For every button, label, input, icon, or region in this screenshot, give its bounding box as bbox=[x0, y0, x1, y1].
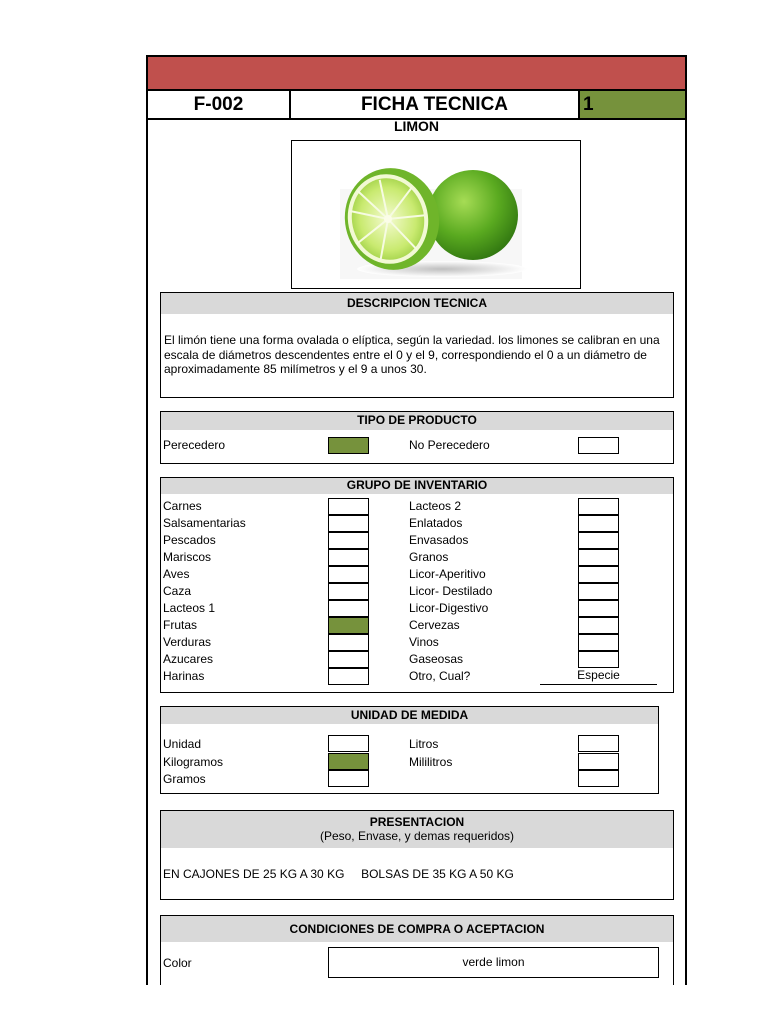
grupo-title: GRUPO DE INVENTARIO bbox=[161, 478, 673, 494]
grupo-checkbox-enlatados[interactable] bbox=[578, 515, 619, 532]
grupo-item-gaseosas: Gaseosas bbox=[409, 652, 464, 666]
presentacion-subtitle: (Peso, Envase, y demas requeridos) bbox=[319, 829, 515, 843]
grupo-checkbox-pescados[interactable] bbox=[328, 532, 369, 549]
unidad-checkbox-extra[interactable] bbox=[578, 770, 619, 787]
grupo-item-azucares: Azucares bbox=[163, 652, 214, 666]
grupo-item-carnes: Carnes bbox=[163, 499, 202, 513]
unidad-checkbox-unidad[interactable] bbox=[328, 735, 369, 752]
presentacion-title: PRESENTACION bbox=[369, 815, 465, 829]
grupo-checkbox-verduras[interactable] bbox=[328, 634, 369, 651]
tipo-no-perecedero-checkbox[interactable] bbox=[578, 437, 619, 454]
grupo-item-aves: Aves bbox=[163, 567, 190, 581]
grupo-item-enlatados: Enlatados bbox=[409, 516, 463, 530]
grupo-checkbox-mariscos[interactable] bbox=[328, 549, 369, 566]
unidad-item-litros: Litros bbox=[409, 737, 439, 751]
grupo-checkbox-caza[interactable] bbox=[328, 583, 369, 600]
grupo-checkbox-licor-destilado[interactable] bbox=[578, 583, 619, 600]
form-title: FICHA TECNICA bbox=[291, 91, 580, 120]
grupo-item-harinas: Harinas bbox=[163, 669, 205, 683]
grupo-checkbox-granos[interactable] bbox=[578, 549, 619, 566]
tipo-perecedero-checkbox[interactable] bbox=[328, 437, 369, 454]
header-color-bar bbox=[148, 57, 685, 91]
grupo-checkbox-azucares[interactable] bbox=[328, 651, 369, 668]
grupo-checkbox-gaseosas[interactable] bbox=[578, 651, 619, 668]
unidad-item-unidad: Unidad bbox=[163, 737, 202, 751]
condiciones-section bbox=[160, 915, 674, 985]
grupo-item-otro-label: Otro, Cual? bbox=[409, 669, 471, 683]
form-code: F-002 bbox=[148, 91, 291, 120]
unidad-item-mililitros: Mililitros bbox=[409, 755, 453, 769]
grupo-item-mariscos: Mariscos bbox=[163, 550, 212, 564]
product-photo bbox=[291, 140, 581, 289]
grupo-item-salsamentarias: Salsamentarias bbox=[163, 516, 246, 530]
condiciones-title: CONDICIONES DE COMPRA O ACEPTACION bbox=[161, 916, 673, 942]
grupo-otro-field[interactable]: Especie bbox=[540, 668, 657, 685]
grupo-item-lacteos-2: Lacteos 2 bbox=[409, 499, 462, 513]
presentacion-text: EN CAJONES DE 25 KG A 30 KG BOLSAS DE 35 KG A 50 KG bbox=[163, 867, 514, 881]
unidad-item-gramos: Gramos bbox=[163, 772, 206, 786]
grupo-checkbox-frutas[interactable] bbox=[328, 617, 369, 634]
unidad-item-kilogramos: Kilogramos bbox=[163, 755, 224, 769]
grupo-checkbox-cervezas[interactable] bbox=[578, 617, 619, 634]
grupo-checkbox-envasados[interactable] bbox=[578, 532, 619, 549]
grupo-item-lacteos-1: Lacteos 1 bbox=[163, 601, 216, 615]
grupo-section bbox=[160, 477, 674, 693]
grupo-item-granos: Granos bbox=[409, 550, 449, 564]
grupo-item-pescados: Pescados bbox=[163, 533, 216, 547]
grupo-item-licor-aperitivo: Licor-Aperitivo bbox=[409, 567, 486, 581]
presentacion-section bbox=[160, 810, 674, 900]
condiciones-color-label: Color bbox=[163, 956, 192, 970]
grupo-checkbox-carnes[interactable] bbox=[328, 498, 369, 515]
grupo-checkbox-salsamentarias[interactable] bbox=[328, 515, 369, 532]
descripcion-title: DESCRIPCION TECNICA bbox=[161, 293, 673, 314]
condiciones-color-field[interactable]: verde limon bbox=[328, 947, 659, 978]
grupo-checkbox-lacteos-2[interactable] bbox=[578, 498, 619, 515]
grupo-checkbox-aves[interactable] bbox=[328, 566, 369, 583]
grupo-item-cervezas: Cervezas bbox=[409, 618, 460, 632]
unidad-checkbox-gramos[interactable] bbox=[328, 770, 369, 787]
product-name: LIMON bbox=[393, 118, 440, 134]
presentacion-header bbox=[161, 811, 673, 848]
tipo-section bbox=[160, 411, 674, 464]
grupo-checkbox-harinas[interactable] bbox=[328, 668, 369, 685]
unidad-checkbox-mililitros[interactable] bbox=[578, 753, 619, 770]
descripcion-text: El limón tiene una forma ovalada o elíptica, según la variedad. los limones se calibran en una escala de diámetros descendentes entre el 0 y el 9, correspondiendo el 0 a un diámetro de aproximadamente 85 milímetros y el 9 a unos 30. bbox=[164, 333, 660, 376]
lime-photo-icon bbox=[292, 141, 580, 288]
grupo-item-vinos: Vinos bbox=[409, 635, 439, 649]
tipo-no-perecedero-label: No Perecedero bbox=[409, 438, 490, 452]
grupo-item-frutas: Frutas bbox=[163, 618, 198, 632]
tipo-title: TIPO DE PRODUCTO bbox=[161, 412, 673, 430]
grupo-item-envasados: Envasados bbox=[409, 533, 469, 547]
form-number: 1 bbox=[580, 91, 685, 120]
tipo-perecedero-label: Perecedero bbox=[163, 438, 226, 452]
descripcion-section bbox=[160, 292, 674, 398]
unidad-checkbox-kilogramos[interactable] bbox=[328, 753, 369, 770]
unidad-checkbox-litros[interactable] bbox=[578, 735, 619, 752]
unidad-section bbox=[160, 706, 659, 794]
grupo-checkbox-vinos[interactable] bbox=[578, 634, 619, 651]
grupo-checkbox-licor-aperitivo[interactable] bbox=[578, 566, 619, 583]
grupo-checkbox-lacteos-1[interactable] bbox=[328, 600, 369, 617]
grupo-item-licor-digestivo: Licor-Digestivo bbox=[409, 601, 489, 615]
grupo-item-verduras: Verduras bbox=[163, 635, 212, 649]
grupo-item-caza: Caza bbox=[163, 584, 192, 598]
grupo-item-licor-destilado: Licor- Destilado bbox=[409, 584, 493, 598]
unidad-title: UNIDAD DE MEDIDA bbox=[161, 707, 658, 724]
grupo-checkbox-licor-digestivo[interactable] bbox=[578, 600, 619, 617]
